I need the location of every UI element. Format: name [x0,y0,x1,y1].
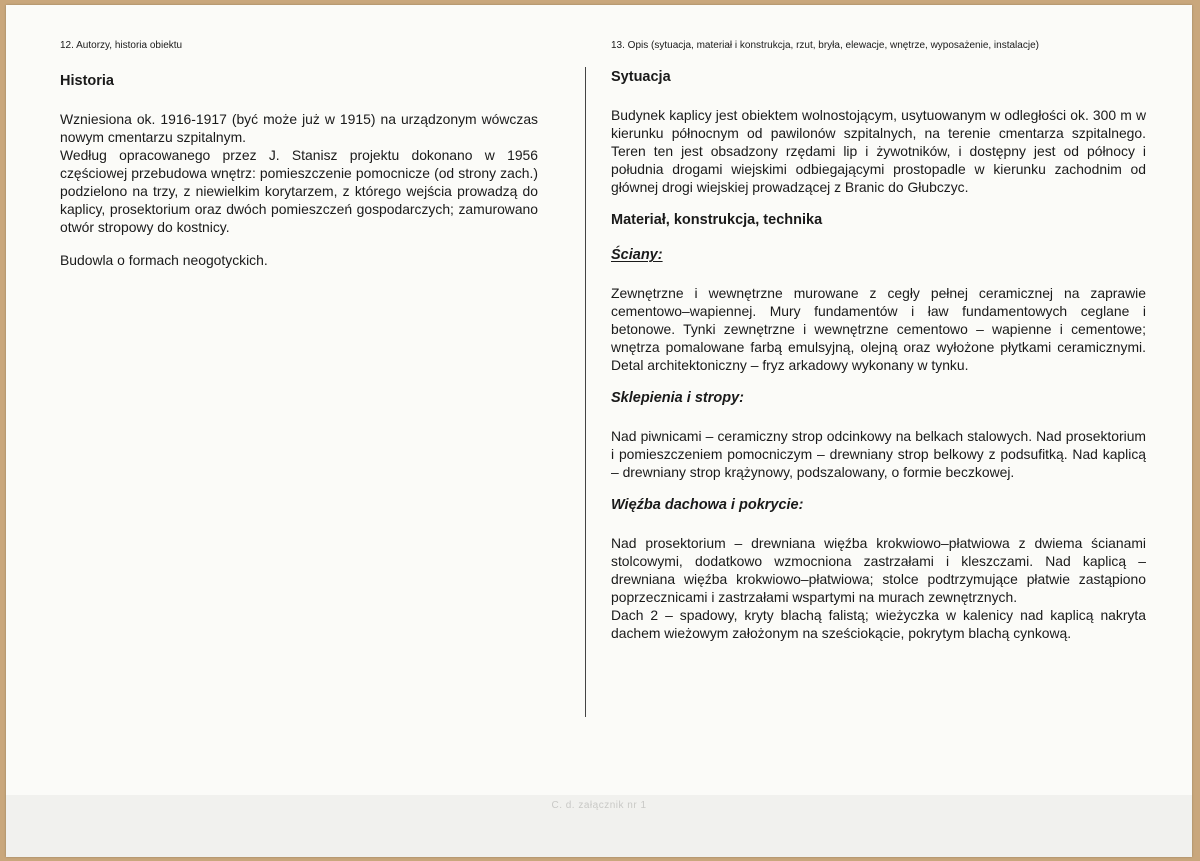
history-heading: Historia [60,73,114,89]
column-divider [585,67,586,717]
ceilings-heading: Sklepienia i stropy: [611,390,744,406]
history-paragraph: Według opracowanego przez J. Stanisz projektu dokonano w 1956 częściowej przebudowa wnętrz: pomieszczenie pomocnicze (od strony zach.) podzielono na trzy, z niewielkim korytarzem, z którego wejścia prowadzą do kaplicy, prosektorium oraz dwóch pomieszczeń gospodarczych; zamurowano otwór stropowy do kostnicy. [60,147,538,235]
material-heading: Materiał, konstrukcja, technika [611,212,823,228]
walls-heading: Ściany: [611,247,663,263]
left-column [60,39,538,269]
document-page [6,5,1192,857]
section-label-13: 13. Opis (sytuacja, materiał i konstrukcja, rzut, bryła, elewacje, wnętrze, wyposażenie, instalacje) [611,40,1039,51]
roof-structure-paragraph: Nad prosektorium – drewniana więźba krokwiowo–płatwiowa z dwiema ścianami stolcowymi, dodatkowo wzmocniona zastrzałami i kleszczami. Nad kaplicą – drewniana więźba krokwiowo–płatwiowa; stolce podtrzymujące płatwie zastąpiono poprzecznicami i zastrzałami wspartymi na murach zewnętrznych. [611,535,1146,605]
situation-paragraph: Budynek kaplicy jest obiektem wolnostojącym, usytuowanym w odległości ok. 300 m w kierunku północnym od pawilonów szpitalnych, na terenie cmentarza szpitalnego. Teren ten jest obsadzony rzędami lip i żywotników, i dostępny jest od północy i południa drogami wiejskimi odbiegającymi prostopadle w kierunku zachodnim od głównej drogi wiejskiej prowadzącej z Branic do Głubczyc. [611,107,1146,195]
right-column [611,39,1146,642]
situation-heading: Sytuacja [611,69,671,85]
roof-structure-heading: Więźba dachowa i pokrycie: [611,497,804,513]
history-paragraph: Budowla o formach neogotyckich. [60,252,268,268]
section-label-12: 12. Autorzy, historia obiektu [60,40,183,51]
history-paragraph: Wzniesiona ok. 1916-1917 (być może już w 1915) na urządzonym wówczas nowym cmentarzu szpitalnym. [60,111,538,145]
walls-paragraph: Zewnętrzne i wewnętrzne murowane z cegły pełnej ceramicznej na zaprawie cementowo–wapiennej. Mury fundamentów i ław fundamentowych ceglane i betonowe. Tynki zewnętrzne i wewnętrzne cementowo – wapienne i cementowe; wnętrza pomalowane farbą emulsyjną, olejną oraz wyłożone płytkami ceramicznymi. Detal architektoniczny – fryz arkadowy wykonany w tynku. [611,285,1146,373]
footer-note: C. d. załącznik nr 1 [551,800,647,811]
ceilings-paragraph: Nad piwnicami – ceramiczny strop odcinkowy na belkach stalowych. Nad prosektorium i pomieszczeniem pomocniczym – drewniany strop belkowy z podsufitką. Nad kaplicą – drewniany strop krążynowy, podszalowany, o formie beczkowej. [611,428,1146,480]
roof-covering-paragraph: Dach 2 – spadowy, kryty blachą falistą; wieżyczka w kalenicy nad kaplicą nakryta dachem wieżowym założonym na sześciokącie, pokrytym blachą cynkową. [611,607,1146,641]
